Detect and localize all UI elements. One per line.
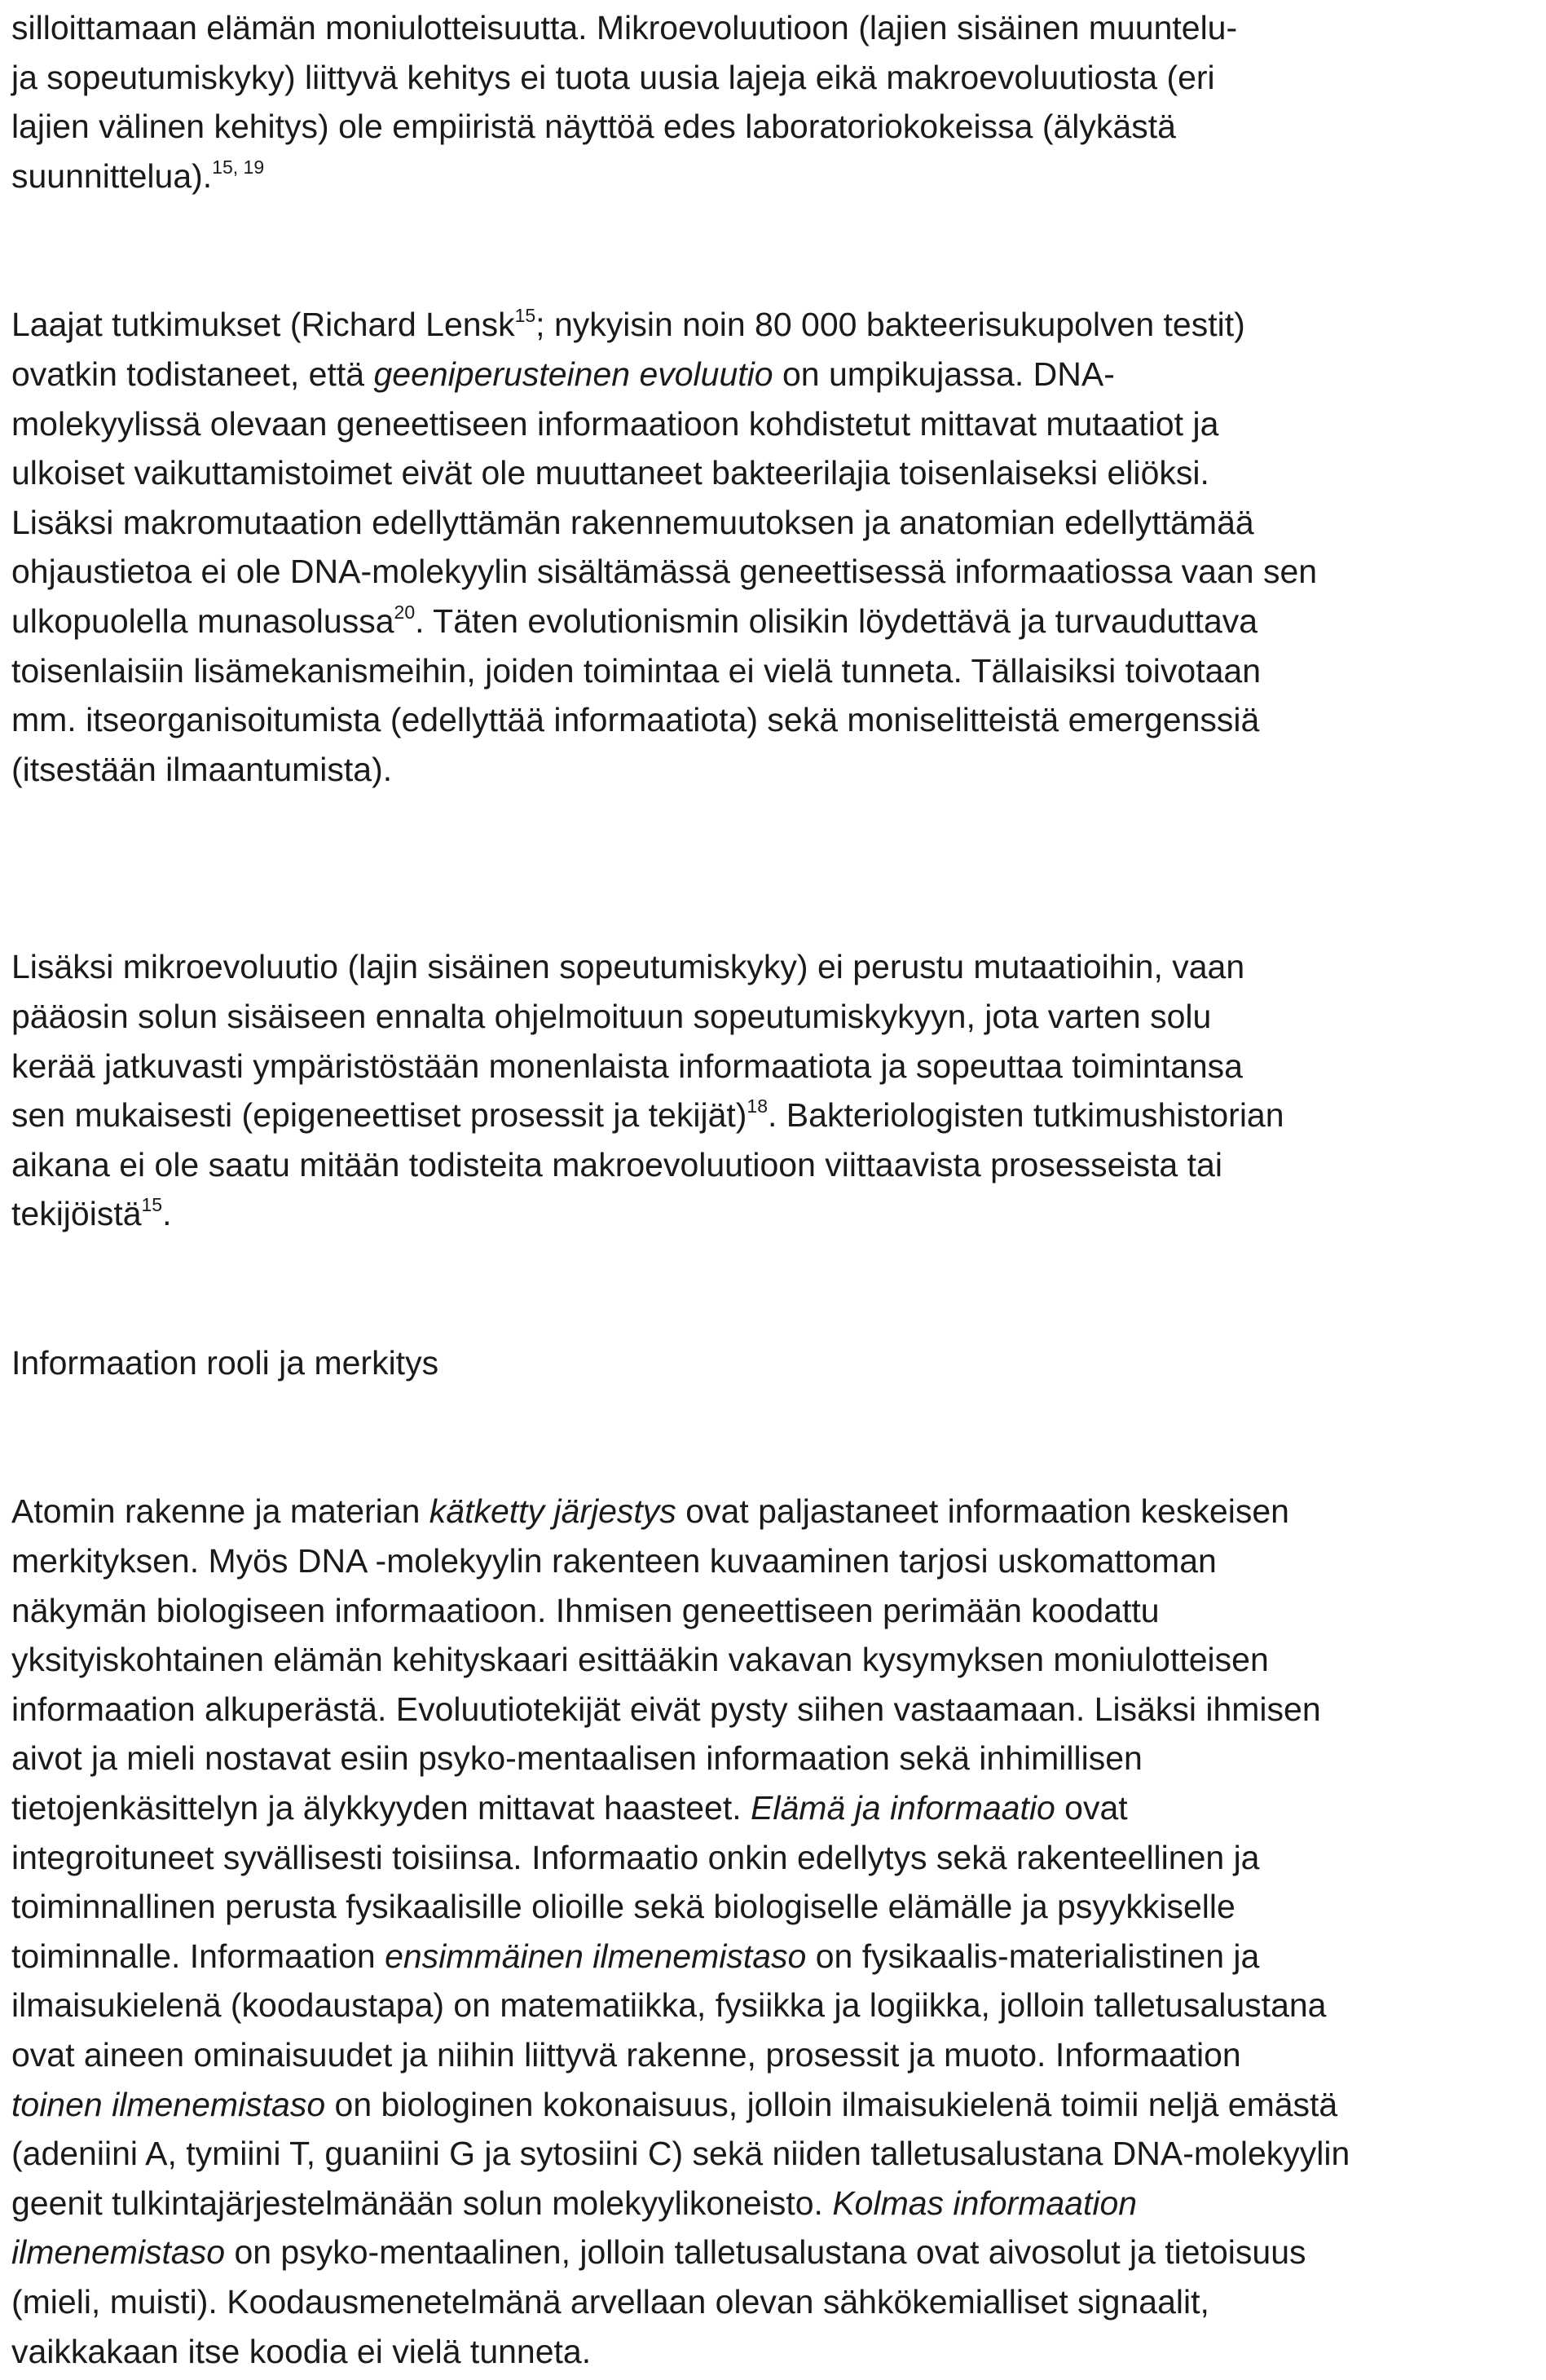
text-run: ovat bbox=[1055, 1789, 1128, 1827]
text-run: . Bakteriologisten tutkimushistorian bbox=[768, 1096, 1284, 1135]
text-line bbox=[11, 1882, 1527, 1932]
text-line bbox=[11, 1487, 1527, 1536]
text-run: geenit tulkintajärjestelmänään solun molekyylikoneisto. bbox=[11, 2184, 833, 2222]
text-run: tietojenkäsittelyn ja älykkyyden mittavat haasteet. bbox=[11, 1789, 751, 1827]
text-line bbox=[11, 1140, 1527, 1190]
emphasized-text: Elämä ja informaatio bbox=[751, 1789, 1055, 1827]
text-run: suunnittelua). bbox=[11, 156, 213, 195]
text-run: mm. itseorganisoitumista (edellyttää informaatiota) sekä moniselitteistä emergenssiä bbox=[11, 701, 1260, 739]
text-run: ulkopuolella munasolussa bbox=[11, 602, 394, 640]
text-run: Lisäksi mikroevoluutio (lajin sisäinen sopeutumiskyky) ei perustu mutaatioihin, vaan bbox=[11, 948, 1245, 986]
text-line bbox=[11, 2228, 1527, 2277]
footnote-reference: 18 bbox=[747, 1095, 769, 1117]
text-run: toisenlaisiin lisämekanismeihin, joiden toimintaa ei vielä tunneta. Tällaisiksi toivotaan bbox=[11, 651, 1261, 690]
text-run: silloittamaan elämän moniulotteisuutta. Mikroevoluutioon (lajien sisäinen muuntelu- bbox=[11, 9, 1238, 46]
text-line bbox=[11, 942, 1527, 992]
text-run: ja sopeutumiskyky) liittyvä kehitys ei tuota uusia lajeja eikä makroevoluutiosta (eri bbox=[11, 58, 1215, 96]
emphasized-text: geeniperusteinen evoluutio bbox=[373, 355, 773, 393]
emphasized-text: kätketty järjestys bbox=[429, 1492, 676, 1531]
footnote-reference: 15 bbox=[514, 305, 536, 327]
text-line bbox=[11, 2327, 1527, 2377]
text-line bbox=[11, 1536, 1527, 1586]
text-line bbox=[11, 2179, 1527, 2228]
text-line bbox=[11, 597, 1527, 646]
text-line bbox=[11, 1981, 1527, 2030]
text-run: Lisäksi makromutaation edellyttämän rakennemuutoksen ja anatomian edellyttämää bbox=[11, 503, 1254, 541]
text-line bbox=[11, 1091, 1527, 1140]
text-line bbox=[11, 1932, 1527, 1981]
text-run: toiminnallinen perusta fysikaalisille olioille sekä biologiselle elämälle ja psyykkiselle bbox=[11, 1888, 1235, 1926]
emphasized-text: Kolmas informaation bbox=[832, 2184, 1138, 2222]
text-run: (itsestään ilmaantumista). bbox=[11, 750, 393, 788]
text-run: Atomin rakenne ja materian bbox=[11, 1492, 429, 1531]
text-run: ovatkin todistaneet, että bbox=[11, 355, 374, 393]
text-run: (mieli, muisti). Koodausmenetelmänä arvellaan olevan sähkökemialliset signaalit, bbox=[11, 2282, 1209, 2320]
text-line bbox=[11, 3, 1527, 53]
text-run: ; nykyisin noin 80 000 bakteerisukupolven testit) bbox=[535, 306, 1245, 344]
text-line bbox=[11, 2129, 1527, 2179]
text-line bbox=[11, 1685, 1527, 1734]
paragraph-information-role bbox=[11, 1487, 1527, 2376]
text-line bbox=[11, 498, 1527, 548]
text-run: lajien välinen kehitys) ole empiiristä näyttöä edes laboratoriokokeissa (älykästä bbox=[11, 108, 1176, 146]
paragraph-lenski-research bbox=[11, 300, 1527, 794]
paragraph-epigenetics bbox=[11, 942, 1527, 1239]
text-run: toiminnalle. Informaation bbox=[11, 1937, 385, 1975]
text-line bbox=[11, 350, 1527, 399]
text-run: Laajat tutkimukset (Richard Lensk bbox=[11, 306, 515, 344]
footnote-reference: 20 bbox=[394, 601, 416, 623]
text-line bbox=[11, 2080, 1527, 2130]
text-run: vaikkakaan itse koodia ei vielä tunneta. bbox=[11, 2332, 592, 2370]
text-run: informaation alkuperästä. Evoluutiotekijät eivät pysty siihen vastaamaan. Lisäksi ihmisen bbox=[11, 1690, 1321, 1728]
emphasized-text: ensimmäinen ilmenemistaso bbox=[385, 1937, 807, 1975]
text-run: ovat paljastaneet informaation keskeisen bbox=[676, 1492, 1289, 1531]
text-line bbox=[11, 1783, 1527, 1833]
text-line bbox=[11, 646, 1527, 696]
text-line bbox=[11, 2277, 1527, 2327]
text-run: on biologinen kokonaisuus, jolloin ilmaisukielenä toimii neljä emästä bbox=[325, 2085, 1338, 2123]
text-line bbox=[11, 1833, 1527, 1883]
text-run: . Täten evolutionismin olisikin löydettävä ja turvauduttava bbox=[415, 602, 1258, 640]
text-run: aivot ja mieli nostavat esiin psyko-mentaalisen informaation sekä inhimillisen bbox=[11, 1739, 1143, 1778]
text-run: yksityiskohtainen elämän kehityskaari esittääkin vakavan kysymyksen moniulotteisen bbox=[11, 1641, 1269, 1679]
text-line bbox=[11, 1042, 1527, 1091]
emphasized-text: toinen ilmenemistaso bbox=[11, 2085, 326, 2123]
text-run: ohjaustietoa ei ole DNA-molekyylin sisältämässä geneettisessä informaatiossa vaan sen bbox=[11, 553, 1318, 591]
text-run: molekyylissä olevaan geneettiseen informaatioon kohdistetut mittavat mutaatiot ja bbox=[11, 404, 1219, 443]
text-line bbox=[11, 1586, 1527, 1636]
text-line bbox=[11, 1635, 1527, 1685]
section-heading: Informaation rooli ja merkitys bbox=[11, 1343, 439, 1382]
text-run: . bbox=[162, 1195, 172, 1233]
text-line bbox=[11, 2030, 1527, 2080]
text-line bbox=[11, 300, 1527, 350]
text-run: merkityksen. Myös DNA -molekyylin rakenteen kuvaaminen tarjosi uskomattoman bbox=[11, 1542, 1217, 1580]
text-run: ovat aineen ominaisuudet ja niihin liittyvä rakenne, prosessit ja muoto. Informaation bbox=[11, 2036, 1241, 2074]
text-line bbox=[11, 745, 1527, 795]
text-line bbox=[11, 1734, 1527, 1783]
text-line bbox=[11, 152, 1527, 201]
text-run: (adeniini A, tymiini T, guaniini G ja sytosiini C) sekä niiden talletusalustana DNA-molekyylin bbox=[11, 2135, 1350, 2173]
paragraph-microevolution bbox=[11, 3, 1527, 201]
footnote-reference: 15 bbox=[141, 1194, 163, 1216]
text-line bbox=[11, 1189, 1527, 1239]
text-run: ulkoiset vaikuttamistoimet eivät ole muuttaneet bakteerilajia toisenlaiseksi eliöksi. bbox=[11, 454, 1209, 492]
text-run: sen mukaisesti (epigeneettiset prosessit ja tekijät) bbox=[11, 1096, 747, 1135]
text-run: ilmaisukielenä (koodaustapa) on matematiikka, fysiikka ja logiikka, jolloin talletusalustana bbox=[11, 1986, 1327, 2025]
text-line bbox=[11, 399, 1527, 449]
text-run: on psyko-mentaalinen, jolloin talletusalustana ovat aivosolut ja tietoisuus bbox=[225, 2233, 1306, 2272]
footnote-reference: 15, 19 bbox=[212, 156, 265, 178]
emphasized-text: ilmenemistaso bbox=[11, 2233, 226, 2272]
text-line bbox=[11, 448, 1527, 498]
text-run: näkymän biologiseen informaatioon. Ihmisen geneettiseen perimään koodattu bbox=[11, 1591, 1160, 1629]
text-line bbox=[11, 53, 1527, 103]
text-run: pääosin solun sisäiseen ennalta ohjelmoituun sopeutumiskykyyn, jota varten solu bbox=[11, 997, 1212, 1035]
document-page bbox=[11, 3, 1527, 2376]
text-line bbox=[11, 102, 1527, 152]
text-run: on fysikaalis-materialistinen ja bbox=[806, 1937, 1260, 1975]
text-line bbox=[11, 992, 1527, 1042]
text-run: kerää jatkuvasti ympäristöstään monenlaista informaatiota ja sopeuttaa toimintansa bbox=[11, 1047, 1243, 1085]
text-run: on umpikujassa. DNA- bbox=[773, 355, 1115, 393]
text-line bbox=[11, 695, 1527, 745]
text-run: integroituneet syvällisesti toisiinsa. Informaatio onkin edellytys sekä rakenteellinen ja bbox=[11, 1838, 1260, 1876]
text-line bbox=[11, 547, 1527, 597]
text-run: aikana ei ole saatu mitään todisteita makroevoluutioon viittaavista prosesseista tai bbox=[11, 1145, 1222, 1183]
text-run: tekijöistä bbox=[11, 1195, 142, 1233]
